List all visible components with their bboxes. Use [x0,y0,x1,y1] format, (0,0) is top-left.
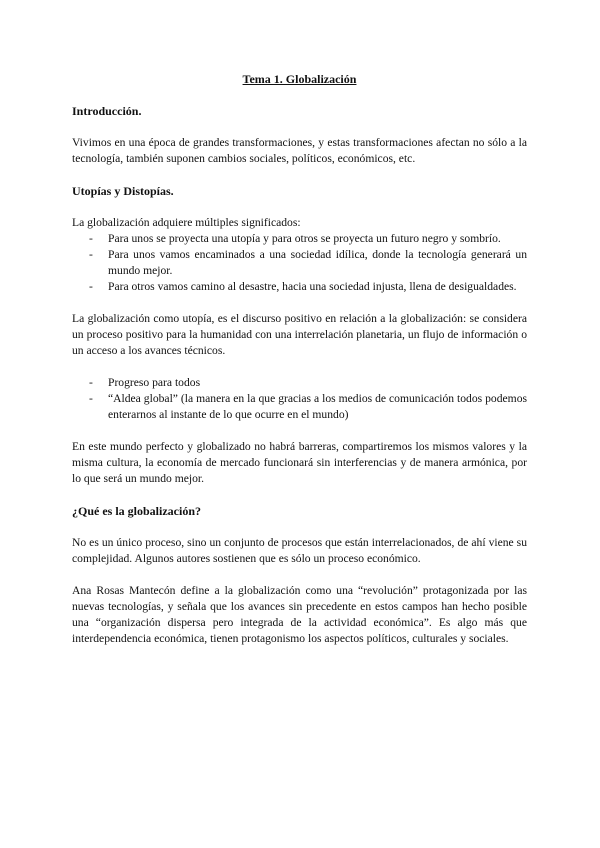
intro-paragraph: Vivimos en una época de grandes transformaciones, y estas transformaciones afectan no sólo a la tecnología, también suponen cambios sociales, políticos, económicos, etc. [72,136,527,165]
what-heading: ¿Qué es la globalización? [72,504,201,518]
list-item-text: Progreso para todos [108,376,201,389]
list-item [72,375,527,391]
list-item-text: “Aldea global” (la manera en la que gracias a los medios de comunicación todos podemos enterarnos al instante de lo que ocurre en el mundo) [108,392,527,421]
list-item-text: Para otros vamos camino al desastre, hacia una sociedad injusta, llena de desigualdades. [108,280,517,293]
dash-bullet: - [89,232,93,245]
utopia-paragraph: La globalización como utopía, es el discurso positivo en relación a la globalización: se considera un proceso positivo para la humanidad con una interrelación planetaria, un flujo de información o un acceso a los avances técnicos. [72,312,527,357]
dash-bullet: - [89,376,93,389]
list-item-text: Para unos se proyecta una utopía y para otros se proyecta un futuro negro y sombrío. [108,232,501,245]
list-item [72,391,527,423]
list-item [72,279,527,295]
document-title: Tema 1. Globalización [242,72,357,86]
utopia-items-list [72,375,527,423]
intro-heading: Introducción. [72,104,142,118]
document-page [72,71,527,663]
dash-bullet: - [89,248,93,261]
dash-bullet: - [89,280,93,293]
rosas-paragraph: Ana Rosas Mantecón define a la globalización como una “revolución” protagonizada por las nuevas tecnologías, y señala que los avances sin precedente en estos campos han hecho posible una “organización dispersa pero integrada de la actividad económica”. Es algo más que interdependencia económica, tienen protagonismo los aspectos políticos, culturales y sociales. [72,584,527,645]
list-item [72,231,527,247]
list-item-text: Para unos vamos encaminados a una sociedad idílica, donde la tecnología generará un mundo mejor. [108,248,527,277]
utopias-heading: Utopías y Distopías. [72,184,174,198]
perfect-world-paragraph: En este mundo perfecto y globalizado no habrá barreras, compartiremos los mismos valores y la misma cultura, la economía de mercado funcionará sin interferencias y de manera armónica, por lo que será un mundo mejor. [72,440,527,485]
list-item [72,247,527,279]
utopias-intro: La globalización adquiere múltiples significados: [72,216,301,229]
meanings-list [72,231,527,295]
what-paragraph: No es un único proceso, sino un conjunto de procesos que están interrelacionados, de ahí viene su complejidad. Algunos autores sostienen que es sólo un proceso económico. [72,536,527,565]
dash-bullet: - [89,392,93,405]
